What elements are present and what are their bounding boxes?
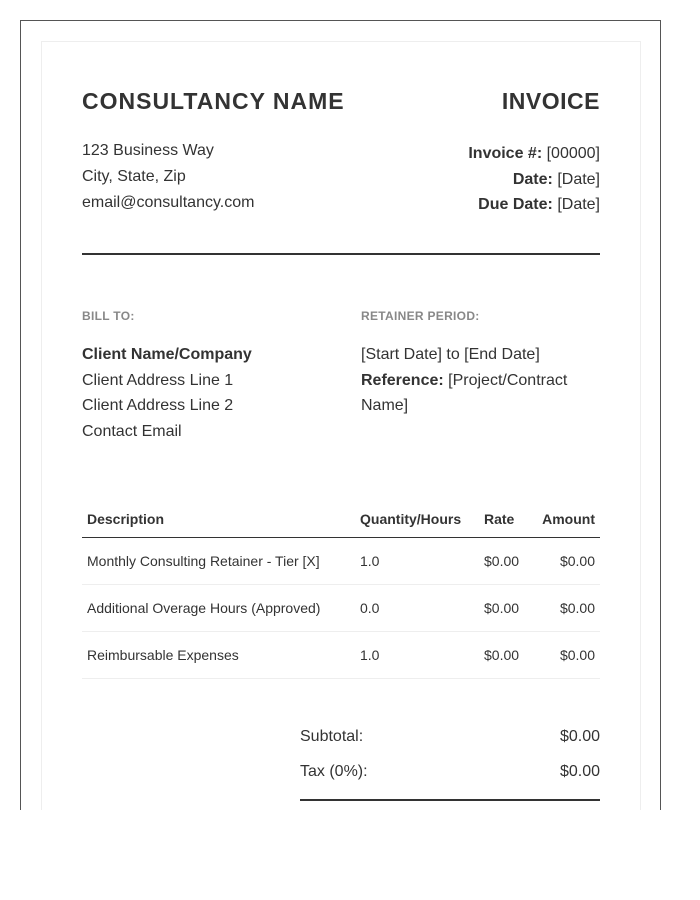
header-amount: Amount [537, 500, 600, 538]
invoice-date-label: Date: [512, 170, 553, 188]
row-amount: $0.00 [537, 538, 600, 585]
header-rate: Rate [479, 500, 537, 538]
address-line-1: 123 Business Way [82, 142, 214, 159]
table-header-row [82, 500, 600, 538]
header-quantity: Quantity/Hours [355, 500, 479, 538]
tax-label: Tax (0%): [300, 763, 368, 780]
invoice-number-label: Invoice #: [468, 145, 543, 162]
totals-block [300, 724, 600, 794]
invoice-number [468, 141, 600, 167]
row-description: Monthly Consulting Retainer - Tier [X] [82, 538, 355, 585]
row-quantity: 1.0 [355, 632, 479, 679]
row-quantity: 1.0 [355, 538, 479, 585]
tax-value: $0.00 [559, 763, 600, 780]
reference [361, 368, 601, 419]
due-date-label: Due Date: [478, 196, 553, 213]
table-row [82, 585, 600, 632]
invoice-date [468, 167, 600, 193]
subtotal-label: Subtotal: [300, 728, 364, 745]
invoice-number-value: [00000] [546, 145, 600, 162]
totals-divider [300, 799, 600, 801]
row-quantity: 0.0 [355, 585, 479, 632]
retainer-period: [Start Date] to [End Date] [361, 346, 540, 363]
invoice-date-value: [Date] [557, 170, 600, 188]
reference-label: Reference: [361, 371, 444, 389]
company-email: email@consultancy.com [82, 194, 255, 211]
table-row [82, 538, 600, 585]
row-rate: $0.00 [479, 538, 537, 585]
company-name: CONSULTANCY NAME [82, 88, 345, 114]
client-address-2: Client Address Line 2 [82, 397, 234, 414]
table-row [82, 632, 600, 679]
line-items-table [82, 500, 600, 679]
due-date-value: [Date] [557, 196, 600, 213]
row-rate: $0.00 [479, 632, 537, 679]
retainer-period-label: RETAINER PERIOD: [361, 309, 480, 323]
address-line-2: City, State, Zip [82, 168, 186, 185]
client-name: Client Name/Company [82, 346, 252, 363]
bill-to-block [82, 342, 252, 444]
client-address-1: Client Address Line 1 [82, 371, 234, 389]
header-divider [82, 253, 600, 255]
invoice-title: INVOICE [501, 88, 600, 114]
retainer-block [361, 342, 601, 419]
subtotal-value: $0.00 [559, 728, 600, 745]
row-rate: $0.00 [479, 585, 537, 632]
row-amount: $0.00 [537, 585, 600, 632]
row-amount: $0.00 [537, 632, 600, 679]
invoice-meta [468, 141, 600, 218]
row-description: Reimbursable Expenses [82, 632, 355, 679]
invoice-due-date [468, 192, 600, 218]
client-contact: Contact Email [82, 422, 182, 440]
tax-row [300, 759, 600, 794]
company-address [82, 138, 254, 216]
header-description: Description [82, 500, 355, 538]
reference-value: [Project/Contract Name] [361, 371, 568, 414]
bill-to-label: BILL TO: [82, 309, 135, 323]
row-description: Additional Overage Hours (Approved) [82, 585, 355, 632]
subtotal-row [300, 724, 600, 759]
